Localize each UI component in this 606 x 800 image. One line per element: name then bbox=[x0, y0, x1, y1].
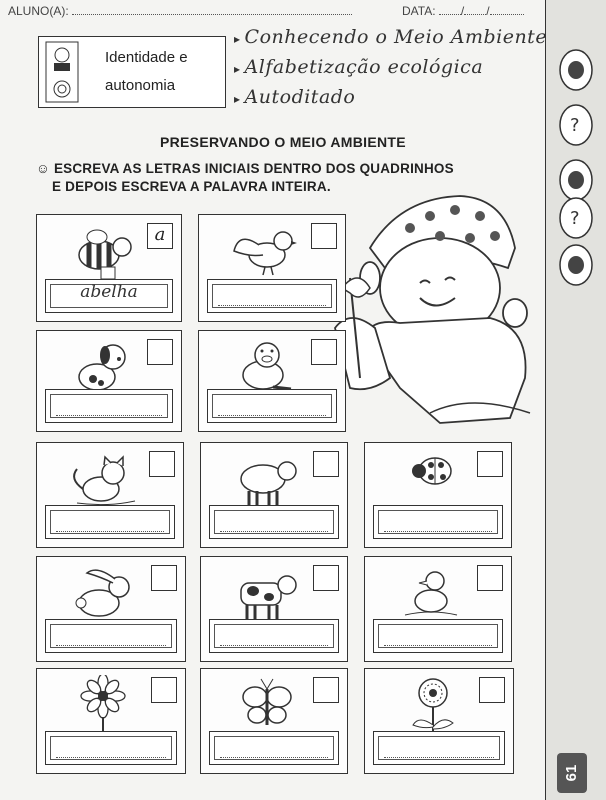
date-label: DATA: bbox=[402, 4, 436, 18]
topic-label-1: Identidade e bbox=[105, 49, 188, 66]
initial-letter-box[interactable] bbox=[313, 451, 339, 477]
word-card-rabbit bbox=[36, 556, 186, 662]
instruction-line-2: E DEPOIS ESCREVA A PALAVRA INTEIRA. bbox=[52, 179, 331, 194]
word-box[interactable] bbox=[45, 279, 173, 313]
initial-letter-box[interactable] bbox=[147, 339, 173, 365]
arrow-right-icon: ▸ bbox=[234, 92, 241, 106]
word-card-dog bbox=[36, 330, 182, 432]
topic-item-text-2: Alfabetização ecológica bbox=[244, 56, 484, 78]
word-card-cow bbox=[200, 556, 348, 662]
topic-label-2: autonomia bbox=[105, 77, 176, 94]
initial-letter-box[interactable] bbox=[149, 451, 175, 477]
topic-item-2 bbox=[234, 56, 547, 86]
word-box[interactable] bbox=[45, 619, 177, 653]
smiley-icon: ☺ bbox=[36, 161, 54, 176]
topic-item-text-1: Conhecendo o Meio Ambiente bbox=[244, 26, 548, 48]
example-word: abelha bbox=[80, 282, 138, 302]
duck-picture-icon bbox=[395, 563, 465, 623]
initial-letter-box[interactable] bbox=[479, 677, 505, 703]
word-card-bee bbox=[36, 214, 182, 322]
instruction-text-1: ESCREVA AS LETRAS INICIAIS DENTRO DOS QUADRINHOS bbox=[53, 161, 454, 176]
dog-picture-icon bbox=[67, 337, 137, 397]
word-card-duck bbox=[364, 556, 512, 662]
word-box[interactable] bbox=[209, 619, 339, 653]
word-box[interactable] bbox=[373, 505, 503, 539]
pig-picture-icon bbox=[229, 337, 299, 397]
topic-list bbox=[234, 26, 547, 116]
date-year-line bbox=[490, 4, 524, 15]
girl-illustration bbox=[330, 188, 545, 428]
topic-item-1 bbox=[234, 26, 547, 56]
word-box[interactable] bbox=[207, 389, 337, 423]
word-card-ladybug bbox=[364, 442, 512, 548]
tulip-decoration-icon bbox=[546, 0, 606, 300]
butterfly-picture-icon bbox=[231, 675, 301, 735]
page-title: PRESERVANDO O MEIO AMBIENTE bbox=[160, 134, 406, 150]
date-sep-1: / bbox=[460, 4, 465, 18]
word-box[interactable] bbox=[207, 279, 337, 313]
rabbit-picture-icon bbox=[67, 563, 137, 623]
arrow-right-icon: ▸ bbox=[234, 62, 241, 76]
initial-letter-box[interactable] bbox=[313, 565, 339, 591]
svg-text:?: ? bbox=[570, 115, 580, 136]
word-box[interactable] bbox=[45, 731, 177, 765]
word-box[interactable] bbox=[373, 619, 503, 653]
page-number: 61 bbox=[557, 753, 587, 793]
flower-picture-icon bbox=[67, 675, 137, 735]
date-month-line bbox=[464, 4, 486, 15]
word-card-pig bbox=[198, 330, 346, 432]
initial-letter-box[interactable] bbox=[151, 677, 177, 703]
word-card-dandelion bbox=[364, 668, 514, 774]
word-card-bird bbox=[198, 214, 346, 322]
student-label: ALUNO(A): bbox=[8, 4, 69, 18]
word-card-sheep bbox=[200, 442, 348, 548]
topic-item-text-3: Autoditado bbox=[244, 86, 356, 108]
date-day-line bbox=[439, 4, 461, 15]
bee-picture-icon bbox=[67, 221, 137, 281]
cat-picture-icon bbox=[67, 449, 137, 509]
word-box[interactable] bbox=[45, 505, 175, 539]
initial-letter-box[interactable] bbox=[313, 677, 339, 703]
initial-letter-box[interactable] bbox=[477, 451, 503, 477]
sheep-picture-icon bbox=[231, 449, 301, 509]
initial-letter-box[interactable] bbox=[477, 565, 503, 591]
dandelion-picture-icon bbox=[395, 675, 465, 735]
cow-picture-icon bbox=[231, 563, 301, 623]
initial-letter-box[interactable] bbox=[311, 339, 337, 365]
word-box[interactable] bbox=[209, 731, 339, 765]
date-line bbox=[402, 4, 524, 18]
initial-letter-box[interactable]: a bbox=[147, 223, 173, 249]
word-card-cat bbox=[36, 442, 184, 548]
ladybug-picture-icon bbox=[395, 449, 465, 509]
topic-box bbox=[38, 36, 226, 108]
arrow-right-icon: ▸ bbox=[234, 32, 241, 46]
identity-card-icon bbox=[45, 41, 79, 103]
word-card-flower bbox=[36, 668, 186, 774]
student-dotted-line bbox=[72, 4, 352, 15]
word-card-butterfly bbox=[200, 668, 348, 774]
word-box[interactable] bbox=[209, 505, 339, 539]
date-sep-2: / bbox=[486, 4, 490, 18]
word-box[interactable] bbox=[373, 731, 505, 765]
svg-text:?: ? bbox=[570, 208, 580, 229]
initial-letter-box[interactable] bbox=[151, 565, 177, 591]
student-name-line bbox=[8, 4, 352, 18]
bird-picture-icon bbox=[229, 221, 299, 281]
side-decoration-band bbox=[545, 0, 606, 800]
topic-item-3 bbox=[234, 86, 547, 116]
word-box[interactable] bbox=[45, 389, 173, 423]
instruction-line-1 bbox=[36, 160, 454, 178]
initial-letter-box[interactable] bbox=[311, 223, 337, 249]
